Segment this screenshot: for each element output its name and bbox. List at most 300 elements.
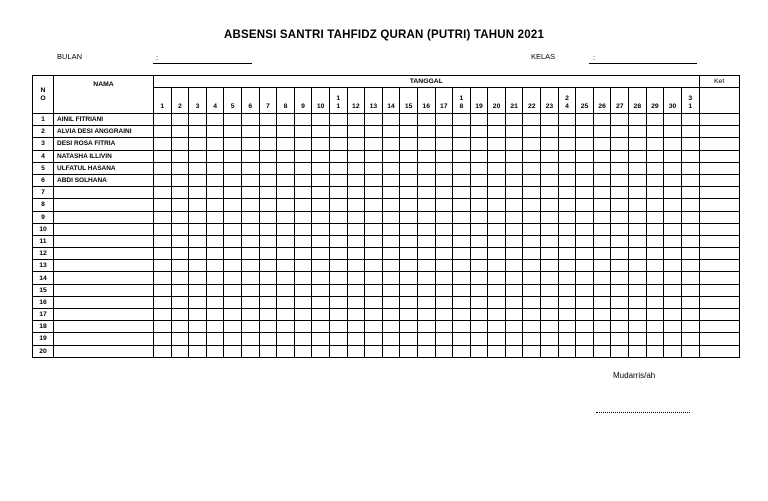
- attendance-cell[interactable]: [558, 211, 576, 223]
- attendance-cell[interactable]: [329, 138, 347, 150]
- attendance-cell[interactable]: [329, 272, 347, 284]
- attendance-cell[interactable]: [681, 187, 699, 199]
- ket-cell[interactable]: [699, 296, 739, 308]
- attendance-cell[interactable]: [681, 126, 699, 138]
- attendance-cell[interactable]: [382, 126, 400, 138]
- attendance-cell[interactable]: [400, 187, 418, 199]
- attendance-cell[interactable]: [646, 174, 664, 186]
- ket-cell[interactable]: [699, 345, 739, 357]
- attendance-cell[interactable]: [259, 211, 277, 223]
- attendance-cell[interactable]: [664, 211, 682, 223]
- attendance-cell[interactable]: [365, 211, 383, 223]
- attendance-cell[interactable]: [664, 309, 682, 321]
- attendance-cell[interactable]: [154, 199, 172, 211]
- attendance-cell[interactable]: [629, 272, 647, 284]
- attendance-cell[interactable]: [593, 114, 611, 126]
- attendance-cell[interactable]: [523, 138, 541, 150]
- attendance-cell[interactable]: [294, 199, 312, 211]
- attendance-cell[interactable]: [664, 114, 682, 126]
- attendance-cell[interactable]: [382, 235, 400, 247]
- attendance-cell[interactable]: [593, 333, 611, 345]
- attendance-cell[interactable]: [505, 345, 523, 357]
- attendance-cell[interactable]: [347, 199, 365, 211]
- attendance-cell[interactable]: [417, 248, 435, 260]
- attendance-cell[interactable]: [576, 284, 594, 296]
- attendance-cell[interactable]: [241, 333, 259, 345]
- attendance-cell[interactable]: [417, 211, 435, 223]
- attendance-cell[interactable]: [224, 235, 242, 247]
- attendance-cell[interactable]: [664, 126, 682, 138]
- attendance-cell[interactable]: [470, 187, 488, 199]
- attendance-cell[interactable]: [400, 333, 418, 345]
- attendance-cell[interactable]: [259, 248, 277, 260]
- attendance-cell[interactable]: [312, 321, 330, 333]
- attendance-cell[interactable]: [470, 321, 488, 333]
- attendance-cell[interactable]: [681, 260, 699, 272]
- attendance-cell[interactable]: [382, 321, 400, 333]
- attendance-cell[interactable]: [488, 248, 506, 260]
- attendance-cell[interactable]: [681, 162, 699, 174]
- attendance-cell[interactable]: [277, 321, 295, 333]
- attendance-cell[interactable]: [329, 199, 347, 211]
- attendance-cell[interactable]: [417, 199, 435, 211]
- attendance-cell[interactable]: [435, 223, 453, 235]
- attendance-cell[interactable]: [277, 162, 295, 174]
- attendance-cell[interactable]: [681, 138, 699, 150]
- ket-cell[interactable]: [699, 150, 739, 162]
- attendance-cell[interactable]: [541, 138, 559, 150]
- attendance-cell[interactable]: [241, 260, 259, 272]
- attendance-cell[interactable]: [400, 309, 418, 321]
- attendance-cell[interactable]: [294, 223, 312, 235]
- attendance-cell[interactable]: [505, 187, 523, 199]
- attendance-cell[interactable]: [505, 174, 523, 186]
- attendance-cell[interactable]: [382, 284, 400, 296]
- attendance-cell[interactable]: [505, 235, 523, 247]
- attendance-cell[interactable]: [329, 174, 347, 186]
- attendance-cell[interactable]: [294, 248, 312, 260]
- attendance-cell[interactable]: [629, 114, 647, 126]
- attendance-cell[interactable]: [154, 309, 172, 321]
- attendance-cell[interactable]: [611, 174, 629, 186]
- attendance-cell[interactable]: [224, 345, 242, 357]
- attendance-cell[interactable]: [259, 321, 277, 333]
- attendance-cell[interactable]: [206, 187, 224, 199]
- attendance-cell[interactable]: [646, 211, 664, 223]
- attendance-cell[interactable]: [646, 199, 664, 211]
- attendance-cell[interactable]: [505, 223, 523, 235]
- attendance-cell[interactable]: [400, 126, 418, 138]
- attendance-cell[interactable]: [241, 296, 259, 308]
- attendance-cell[interactable]: [277, 296, 295, 308]
- attendance-cell[interactable]: [154, 162, 172, 174]
- attendance-cell[interactable]: [382, 248, 400, 260]
- attendance-cell[interactable]: [382, 260, 400, 272]
- attendance-cell[interactable]: [206, 211, 224, 223]
- student-name[interactable]: [54, 272, 154, 284]
- attendance-cell[interactable]: [470, 174, 488, 186]
- attendance-cell[interactable]: [224, 260, 242, 272]
- attendance-cell[interactable]: [417, 272, 435, 284]
- attendance-cell[interactable]: [277, 309, 295, 321]
- attendance-cell[interactable]: [646, 138, 664, 150]
- ket-cell[interactable]: [699, 223, 739, 235]
- attendance-cell[interactable]: [189, 260, 207, 272]
- attendance-cell[interactable]: [664, 296, 682, 308]
- attendance-cell[interactable]: [576, 126, 594, 138]
- attendance-cell[interactable]: [277, 150, 295, 162]
- attendance-cell[interactable]: [629, 174, 647, 186]
- attendance-cell[interactable]: [664, 333, 682, 345]
- attendance-cell[interactable]: [505, 114, 523, 126]
- attendance-cell[interactable]: [365, 223, 383, 235]
- attendance-cell[interactable]: [241, 211, 259, 223]
- attendance-cell[interactable]: [593, 162, 611, 174]
- attendance-cell[interactable]: [505, 248, 523, 260]
- attendance-cell[interactable]: [259, 126, 277, 138]
- attendance-cell[interactable]: [382, 345, 400, 357]
- attendance-cell[interactable]: [611, 345, 629, 357]
- attendance-cell[interactable]: [435, 114, 453, 126]
- attendance-cell[interactable]: [259, 260, 277, 272]
- kelas-field[interactable]: [589, 63, 697, 64]
- attendance-cell[interactable]: [558, 223, 576, 235]
- attendance-cell[interactable]: [541, 321, 559, 333]
- attendance-cell[interactable]: [241, 272, 259, 284]
- attendance-cell[interactable]: [171, 333, 189, 345]
- attendance-cell[interactable]: [593, 248, 611, 260]
- attendance-cell[interactable]: [294, 138, 312, 150]
- attendance-cell[interactable]: [488, 235, 506, 247]
- attendance-cell[interactable]: [400, 296, 418, 308]
- attendance-cell[interactable]: [576, 138, 594, 150]
- attendance-cell[interactable]: [505, 126, 523, 138]
- ket-cell[interactable]: [699, 162, 739, 174]
- attendance-cell[interactable]: [488, 284, 506, 296]
- attendance-cell[interactable]: [417, 333, 435, 345]
- attendance-cell[interactable]: [646, 345, 664, 357]
- attendance-cell[interactable]: [523, 187, 541, 199]
- attendance-cell[interactable]: [365, 150, 383, 162]
- attendance-cell[interactable]: [294, 260, 312, 272]
- attendance-cell[interactable]: [382, 211, 400, 223]
- attendance-cell[interactable]: [259, 284, 277, 296]
- attendance-cell[interactable]: [206, 248, 224, 260]
- attendance-cell[interactable]: [189, 235, 207, 247]
- attendance-cell[interactable]: [558, 114, 576, 126]
- attendance-cell[interactable]: [365, 199, 383, 211]
- attendance-cell[interactable]: [312, 114, 330, 126]
- attendance-cell[interactable]: [347, 248, 365, 260]
- attendance-cell[interactable]: [629, 309, 647, 321]
- attendance-cell[interactable]: [646, 260, 664, 272]
- attendance-cell[interactable]: [576, 345, 594, 357]
- attendance-cell[interactable]: [470, 345, 488, 357]
- attendance-cell[interactable]: [453, 138, 471, 150]
- attendance-cell[interactable]: [593, 309, 611, 321]
- attendance-cell[interactable]: [417, 162, 435, 174]
- attendance-cell[interactable]: [294, 333, 312, 345]
- attendance-cell[interactable]: [453, 114, 471, 126]
- attendance-cell[interactable]: [154, 187, 172, 199]
- attendance-cell[interactable]: [453, 296, 471, 308]
- attendance-cell[interactable]: [365, 309, 383, 321]
- attendance-cell[interactable]: [312, 174, 330, 186]
- attendance-cell[interactable]: [277, 199, 295, 211]
- attendance-cell[interactable]: [206, 138, 224, 150]
- attendance-cell[interactable]: [400, 174, 418, 186]
- attendance-cell[interactable]: [365, 296, 383, 308]
- attendance-cell[interactable]: [206, 333, 224, 345]
- ket-cell[interactable]: [699, 211, 739, 223]
- attendance-cell[interactable]: [470, 333, 488, 345]
- attendance-cell[interactable]: [365, 138, 383, 150]
- attendance-cell[interactable]: [664, 260, 682, 272]
- attendance-cell[interactable]: [576, 333, 594, 345]
- attendance-cell[interactable]: [382, 309, 400, 321]
- attendance-cell[interactable]: [417, 174, 435, 186]
- attendance-cell[interactable]: [329, 284, 347, 296]
- attendance-cell[interactable]: [488, 162, 506, 174]
- attendance-cell[interactable]: [277, 260, 295, 272]
- attendance-cell[interactable]: [189, 162, 207, 174]
- attendance-cell[interactable]: [435, 284, 453, 296]
- attendance-cell[interactable]: [576, 174, 594, 186]
- attendance-cell[interactable]: [505, 309, 523, 321]
- attendance-cell[interactable]: [171, 114, 189, 126]
- attendance-cell[interactable]: [541, 272, 559, 284]
- attendance-cell[interactable]: [681, 309, 699, 321]
- attendance-cell[interactable]: [435, 248, 453, 260]
- ket-cell[interactable]: [699, 284, 739, 296]
- attendance-cell[interactable]: [347, 138, 365, 150]
- student-name[interactable]: [54, 211, 154, 223]
- attendance-cell[interactable]: [523, 345, 541, 357]
- attendance-cell[interactable]: [453, 150, 471, 162]
- attendance-cell[interactable]: [347, 150, 365, 162]
- attendance-cell[interactable]: [505, 260, 523, 272]
- attendance-cell[interactable]: [206, 321, 224, 333]
- attendance-cell[interactable]: [400, 345, 418, 357]
- attendance-cell[interactable]: [505, 284, 523, 296]
- attendance-cell[interactable]: [417, 309, 435, 321]
- attendance-cell[interactable]: [259, 174, 277, 186]
- attendance-cell[interactable]: [400, 284, 418, 296]
- student-name[interactable]: ABDI SOLHANA: [54, 174, 154, 186]
- attendance-cell[interactable]: [154, 235, 172, 247]
- student-name[interactable]: [54, 187, 154, 199]
- attendance-cell[interactable]: [435, 296, 453, 308]
- attendance-cell[interactable]: [400, 248, 418, 260]
- attendance-cell[interactable]: [593, 321, 611, 333]
- attendance-cell[interactable]: [400, 260, 418, 272]
- attendance-cell[interactable]: [277, 284, 295, 296]
- attendance-cell[interactable]: [523, 296, 541, 308]
- attendance-cell[interactable]: [664, 187, 682, 199]
- attendance-cell[interactable]: [206, 296, 224, 308]
- attendance-cell[interactable]: [259, 187, 277, 199]
- attendance-cell[interactable]: [453, 333, 471, 345]
- attendance-cell[interactable]: [329, 248, 347, 260]
- attendance-cell[interactable]: [629, 211, 647, 223]
- attendance-cell[interactable]: [470, 211, 488, 223]
- attendance-cell[interactable]: [259, 223, 277, 235]
- attendance-cell[interactable]: [224, 211, 242, 223]
- attendance-cell[interactable]: [154, 174, 172, 186]
- attendance-cell[interactable]: [171, 187, 189, 199]
- attendance-cell[interactable]: [541, 187, 559, 199]
- attendance-cell[interactable]: [576, 199, 594, 211]
- attendance-cell[interactable]: [347, 309, 365, 321]
- attendance-cell[interactable]: [329, 296, 347, 308]
- attendance-cell[interactable]: [241, 284, 259, 296]
- attendance-cell[interactable]: [154, 284, 172, 296]
- attendance-cell[interactable]: [681, 345, 699, 357]
- attendance-cell[interactable]: [382, 187, 400, 199]
- attendance-cell[interactable]: [541, 114, 559, 126]
- attendance-cell[interactable]: [224, 321, 242, 333]
- attendance-cell[interactable]: [277, 223, 295, 235]
- student-name[interactable]: [54, 199, 154, 211]
- attendance-cell[interactable]: [365, 162, 383, 174]
- attendance-cell[interactable]: [224, 199, 242, 211]
- attendance-cell[interactable]: [400, 272, 418, 284]
- ket-cell[interactable]: [699, 248, 739, 260]
- attendance-cell[interactable]: [206, 114, 224, 126]
- attendance-cell[interactable]: [365, 345, 383, 357]
- attendance-cell[interactable]: [453, 211, 471, 223]
- attendance-cell[interactable]: [417, 138, 435, 150]
- attendance-cell[interactable]: [541, 333, 559, 345]
- attendance-cell[interactable]: [646, 321, 664, 333]
- attendance-cell[interactable]: [611, 309, 629, 321]
- attendance-cell[interactable]: [523, 211, 541, 223]
- attendance-cell[interactable]: [470, 296, 488, 308]
- attendance-cell[interactable]: [488, 333, 506, 345]
- attendance-cell[interactable]: [294, 150, 312, 162]
- attendance-cell[interactable]: [171, 138, 189, 150]
- attendance-cell[interactable]: [541, 296, 559, 308]
- attendance-cell[interactable]: [277, 187, 295, 199]
- attendance-cell[interactable]: [488, 260, 506, 272]
- attendance-cell[interactable]: [646, 223, 664, 235]
- attendance-cell[interactable]: [417, 321, 435, 333]
- ket-cell[interactable]: [699, 260, 739, 272]
- attendance-cell[interactable]: [382, 150, 400, 162]
- attendance-cell[interactable]: [224, 150, 242, 162]
- attendance-cell[interactable]: [646, 296, 664, 308]
- attendance-cell[interactable]: [681, 235, 699, 247]
- attendance-cell[interactable]: [189, 333, 207, 345]
- attendance-cell[interactable]: [277, 272, 295, 284]
- attendance-cell[interactable]: [505, 150, 523, 162]
- attendance-cell[interactable]: [541, 284, 559, 296]
- attendance-cell[interactable]: [224, 223, 242, 235]
- attendance-cell[interactable]: [224, 272, 242, 284]
- attendance-cell[interactable]: [400, 150, 418, 162]
- attendance-cell[interactable]: [417, 187, 435, 199]
- attendance-cell[interactable]: [312, 187, 330, 199]
- attendance-cell[interactable]: [576, 162, 594, 174]
- attendance-cell[interactable]: [312, 284, 330, 296]
- attendance-cell[interactable]: [400, 211, 418, 223]
- attendance-cell[interactable]: [681, 333, 699, 345]
- attendance-cell[interactable]: [593, 126, 611, 138]
- attendance-cell[interactable]: [154, 211, 172, 223]
- attendance-cell[interactable]: [611, 211, 629, 223]
- attendance-cell[interactable]: [365, 235, 383, 247]
- attendance-cell[interactable]: [277, 345, 295, 357]
- attendance-cell[interactable]: [558, 126, 576, 138]
- ket-cell[interactable]: [699, 114, 739, 126]
- attendance-cell[interactable]: [417, 223, 435, 235]
- attendance-cell[interactable]: [505, 296, 523, 308]
- attendance-cell[interactable]: [523, 162, 541, 174]
- attendance-cell[interactable]: [541, 223, 559, 235]
- attendance-cell[interactable]: [365, 333, 383, 345]
- attendance-cell[interactable]: [171, 272, 189, 284]
- attendance-cell[interactable]: [171, 321, 189, 333]
- attendance-cell[interactable]: [329, 162, 347, 174]
- attendance-cell[interactable]: [312, 296, 330, 308]
- attendance-cell[interactable]: [629, 126, 647, 138]
- student-name[interactable]: [54, 309, 154, 321]
- attendance-cell[interactable]: [488, 114, 506, 126]
- attendance-cell[interactable]: [470, 272, 488, 284]
- attendance-cell[interactable]: [523, 126, 541, 138]
- attendance-cell[interactable]: [576, 223, 594, 235]
- attendance-cell[interactable]: [611, 187, 629, 199]
- student-name[interactable]: [54, 321, 154, 333]
- attendance-cell[interactable]: [488, 126, 506, 138]
- student-name[interactable]: [54, 260, 154, 272]
- attendance-cell[interactable]: [347, 333, 365, 345]
- student-name[interactable]: [54, 248, 154, 260]
- attendance-cell[interactable]: [224, 162, 242, 174]
- attendance-cell[interactable]: [664, 345, 682, 357]
- attendance-cell[interactable]: [329, 114, 347, 126]
- attendance-cell[interactable]: [329, 235, 347, 247]
- attendance-cell[interactable]: [523, 114, 541, 126]
- attendance-cell[interactable]: [294, 296, 312, 308]
- attendance-cell[interactable]: [417, 284, 435, 296]
- attendance-cell[interactable]: [417, 126, 435, 138]
- attendance-cell[interactable]: [417, 260, 435, 272]
- attendance-cell[interactable]: [154, 248, 172, 260]
- attendance-cell[interactable]: [206, 223, 224, 235]
- attendance-cell[interactable]: [294, 114, 312, 126]
- attendance-cell[interactable]: [523, 284, 541, 296]
- signature-line[interactable]: [596, 412, 690, 413]
- ket-cell[interactable]: [699, 126, 739, 138]
- attendance-cell[interactable]: [312, 345, 330, 357]
- attendance-cell[interactable]: [664, 321, 682, 333]
- attendance-cell[interactable]: [206, 345, 224, 357]
- attendance-cell[interactable]: [681, 272, 699, 284]
- attendance-cell[interactable]: [664, 284, 682, 296]
- attendance-cell[interactable]: [400, 162, 418, 174]
- attendance-cell[interactable]: [347, 187, 365, 199]
- attendance-cell[interactable]: [312, 199, 330, 211]
- attendance-cell[interactable]: [453, 309, 471, 321]
- attendance-cell[interactable]: [664, 174, 682, 186]
- attendance-cell[interactable]: [664, 138, 682, 150]
- attendance-cell[interactable]: [259, 345, 277, 357]
- attendance-cell[interactable]: [541, 248, 559, 260]
- attendance-cell[interactable]: [171, 211, 189, 223]
- attendance-cell[interactable]: [259, 138, 277, 150]
- attendance-cell[interactable]: [365, 260, 383, 272]
